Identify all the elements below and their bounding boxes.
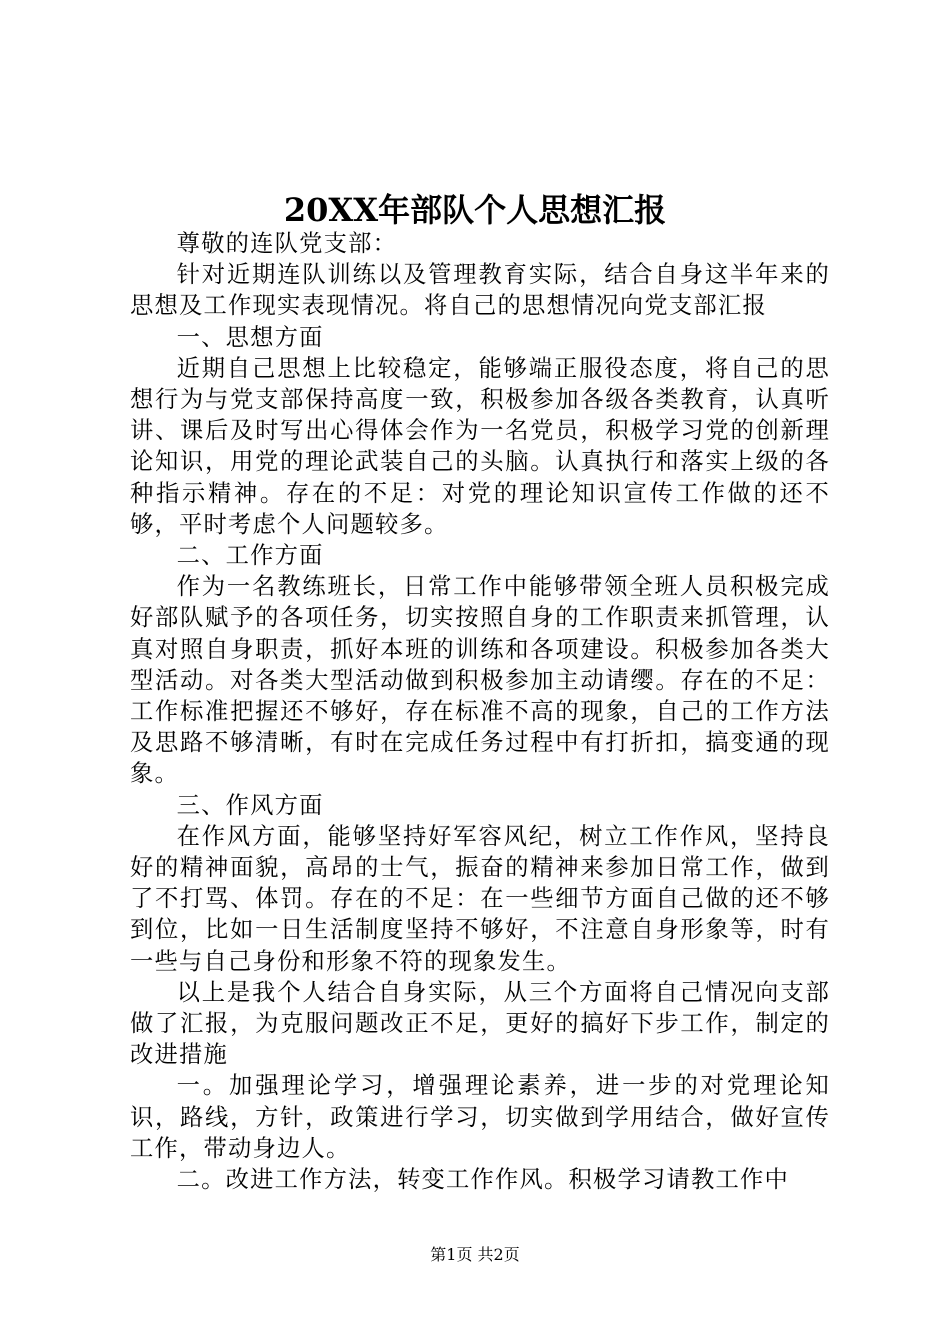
paragraph-summary: 以上是我个人结合自身实际，从三个方面将自己情况向支部做了汇报，为克服问题改正不足，更好的搞好下步工作，制定的改进措施 <box>130 978 830 1069</box>
section-heading-style: 三、作风方面 <box>176 791 324 819</box>
paragraph-measure-2: 二。改进工作方法，转变工作作风。积极学习请教工作中 <box>176 1166 790 1194</box>
paragraph-work: 作为一名教练班长，日常工作中能够带领全班人员积极完成好部队赋予的各项任务，切实按照自身的工作职责来抓管理，认真对照自身职责，抓好本班的训练和各项建设。积极参加各类大型活动。对各类大型活动做到积极参加主动请缨。存在的不足：工作标准把握还不够好，存在标准不高的现象，自己的工作方法及思路不够清晰，有时在完成任务过程中有打折扣，搞变通的现象。 <box>130 573 830 788</box>
paragraph-intro: 针对近期连队训练以及管理教育实际，结合自身这半年来的思想及工作现实表现情况。将自己的思想情况向党支部汇报 <box>130 261 830 320</box>
paragraph-thought: 近期自己思想上比较稳定，能够端正服役态度，将自己的思想行为与党支部保持高度一致，积极参加各级各类教育，认真听讲、课后及时写出心得体会作为一名党员，积极学习党的创新理论知识，用党的理论武装自己的头脑。认真执行和落实上级的各种指示精神。存在的不足：对党的理论知识宣传工作做的还不够，平时考虑个人问题较多。 <box>130 354 830 538</box>
document-body <box>130 228 830 1195</box>
section-heading-work: 二、工作方面 <box>176 542 324 570</box>
paragraph-measure-1: 一。加强理论学习，增强理论素养，进一步的对党理论知识，路线，方针，政策进行学习，切实做到学用结合，做好宣传工作，带动身边人。 <box>130 1072 830 1162</box>
salutation: 尊敬的连队党支部： <box>176 230 398 257</box>
section-heading-thought: 一、思想方面 <box>176 323 324 351</box>
paragraph-style: 在作风方面，能够坚持好军容风纪，树立工作作风，坚持良好的精神面貌，高昂的士气，振奋的精神来参加日常工作，做到了不打骂、体罚。存在的不足：在一些细节方面自己做的还不够到位，比如一日生活制度坚持不够好，不注意自身形象等，时有一些与自己身份和形象不符的现象发生。 <box>130 822 830 975</box>
document-title: 20XX年部队个人思想汇报 <box>283 191 667 229</box>
page-footer: 第1页 共2页 <box>430 1245 520 1264</box>
